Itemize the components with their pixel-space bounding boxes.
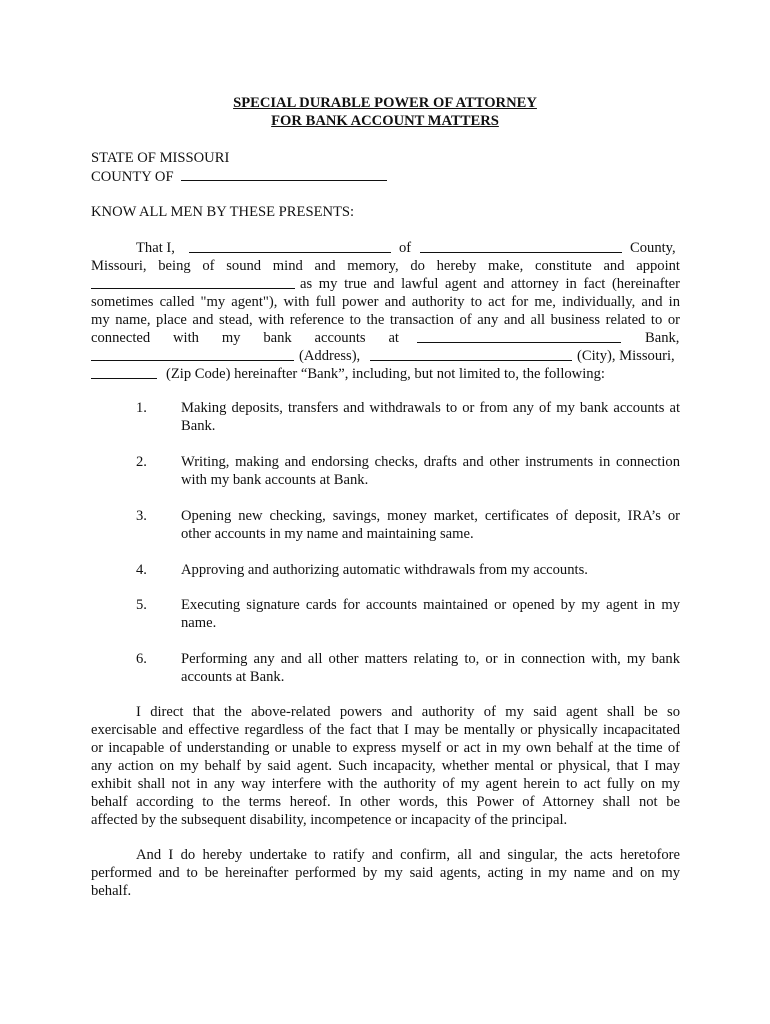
intro-that-i: That I, [136,240,175,256]
list-item: Performing any and all other matters relating to, or in connection with, my bank [181,651,680,667]
bank-name-blank[interactable] [417,329,621,343]
intro-county: County, [630,240,676,256]
intro-line-8: (Zip Code) hereinafter “Bank”, including, but not limited to, the following: [166,366,605,382]
paragraph-line: affected by the subsequent disability, incompetence or incapacity of the principal. [91,812,568,828]
county-name-blank[interactable] [420,239,622,253]
list-item: Opening new checking, savings, money market, certificates of deposit, IRA’s or [181,508,680,524]
list-item: Writing, making and endorsing checks, drafts and other instruments in connection [181,454,680,470]
list-item-number: 2. [136,454,147,470]
paragraph-line: exercisable and effective regardless of the fact that I may be mentally or physically incapacitated [91,722,680,738]
list-item-number: 3. [136,508,147,524]
list-item-number: 5. [136,597,147,613]
city-blank[interactable] [370,347,572,361]
list-item: Making deposits, transfers and withdrawals to or from any of my bank accounts at [181,400,680,416]
paragraph-line: behalf. [91,883,132,899]
document-title-line2: FOR BANK ACCOUNT MATTERS [271,113,499,129]
paragraph-line: or incapable of understanding or unable to express myself or act in my own behalf at the time of [91,740,680,756]
intro-line-6: connected with my bank accounts at [91,330,399,346]
list-item-number: 6. [136,651,147,667]
county-blank[interactable] [181,167,387,181]
list-item: accounts at Bank. [181,669,285,685]
list-item: other accounts in my name and maintaining same. [181,526,474,542]
principal-name-blank[interactable] [189,239,391,253]
county-line [91,167,387,186]
zip-blank[interactable] [91,365,157,379]
intro-bank: Bank, [645,330,680,346]
list-item: with my bank accounts at Bank. [181,472,369,488]
agent-name-blank[interactable] [91,275,295,289]
intro-line-3: as my true and lawful agent and attorney in fact (hereinafter [300,276,680,292]
document-title-line1: SPECIAL DURABLE POWER OF ATTORNEY [233,95,537,111]
intro-line-5: my name, place and stead, with reference to the transaction of any and all business related to or [91,312,680,328]
address-blank[interactable] [91,347,294,361]
list-item: name. [181,615,217,631]
list-item: Executing signature cards for accounts maintained or opened by my agent in my [181,597,680,613]
county-label: COUNTY OF [91,169,174,185]
list-item: Approving and authorizing automatic withdrawals from my accounts. [181,562,588,578]
paragraph-line: performed and to be hereinafter performed by my said agents, acting in my name and on my [91,865,680,881]
paragraph-line: exhibit shall not in any way interfere with the authority of my agent herein to act fully on my [91,776,680,792]
intro-line-4: sometimes called "my agent"), with full power and authority to act for me, individually, and in [91,294,680,310]
list-item-number: 4. [136,562,147,578]
intro-address: (Address), [299,348,361,364]
know-all-line: KNOW ALL MEN BY THESE PRESENTS: [91,204,355,220]
paragraph-line: And I do hereby undertake to ratify and confirm, all and singular, the acts heretofore [136,847,680,863]
paragraph-line: behalf according to the terms hereof. In other words, this Power of Attorney shall not be [91,794,680,810]
paragraph-line: any action on my behalf by said agent. Such incapacity, whether mental or physical, that I may [91,758,680,774]
list-item: Bank. [181,418,216,434]
intro-city: (City), Missouri, [577,348,675,364]
list-item-number: 1. [136,400,147,416]
state-line: STATE OF MISSOURI [91,150,230,166]
paragraph-line: I direct that the above-related powers and authority of my said agent shall be so [136,704,680,720]
intro-line-2: Missouri, being of sound mind and memory, do hereby make, constitute and appoint [91,258,680,274]
intro-of: of [399,240,412,256]
